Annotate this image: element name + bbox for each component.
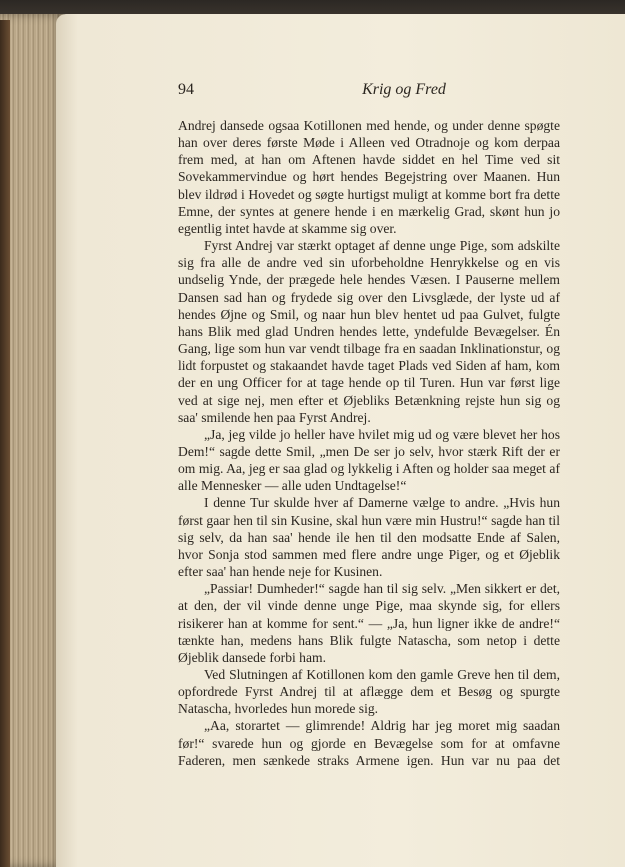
paragraph-1: Andrej dansede ogsaa Kotillonen med hende, og under denne spøgte han over deres første Møde i Alleen ved Otradnoje og kom derpaa frem med, at han om Aftenen havde siddet en hel Time ved sit Sovekammervindue og hørt hendes Begejstring over Maanen. Hun blev ildrød i Hovedet og søgte hurtigst muligt at komme bort fra dette Emne, der syntes at genere hende i en mærkelig Grad, skønt hun jo egentlig intet havde at skamme sig over.	[178, 118, 560, 236]
paragraph-4: I denne Tur skulde hver af Damerne vælge to andre. „Hvis hun først gaar hen til sin Kusine, skal hun være min Hustru!“ sagde han til sig selv, da han saa' hende ile hen til den modsatte Ende af Salen, hvor Sonja stod sammen med flere andre unge Piger, og et Øjeblik efter saa' han hende neje for Kusinen.	[178, 495, 560, 580]
page-header	[178, 81, 560, 105]
body-text	[178, 117, 560, 769]
paragraph-7: „Aa, storartet — glimrende! Aldrig har jeg moret mig saadan før!“ svarede hun og gjorde en Bevægelse som for at omfavne Faderen, men sænkede straks Armene igen. Hun var nu paa det	[178, 718, 560, 768]
book-cover-edge	[0, 20, 10, 867]
running-title: Krig og Fred	[362, 81, 446, 98]
page-number: 94	[178, 81, 194, 98]
paragraph-5: „Passiar! Dumheder!“ sagde han til sig selv. „Men sikkert er det, at den, der vil vinde denne unge Pige, maa skynde sig, for ellers risikerer han at komme for sent.“ — „Ja, hun ligner ikke de andre!“ tænkte han, medens hans Blik fulgte Natascha, som netop i dette Øjeblik dansede forbi ham.	[178, 581, 560, 665]
paragraph-6: Ved Slutningen af Kotillonen kom den gamle Greve hen til dem, opfordrede Fyrst Andrej til at aflægge dem et Besøg og spurgte Natascha, hvorledes hun morede sig.	[178, 667, 560, 717]
paragraph-3: „Ja, jeg vilde jo heller have hvilet mig ud og være blevet her hos Dem!“ sagde dette Smil, „men De ser jo selv, hvor stærk Rift der er om mig. Aa, jeg er saa glad og lykkelig i Aften og holder saa meget af alle Mennesker — alle uden Undtagelse!“	[178, 426, 560, 494]
paragraph-2: Fyrst Andrej var stærkt optaget af denne unge Pige, som adskilte sig fra alle de andre ved sin uforbeholdne Henrykkelse og en vis undselig Ynde, der prægede hele hendes Væsen. I Pauserne mellem Dansen sad han og frydede sig over den Livsglæde, der lyste ud af hendes Øjne og Smil, og naar hun blev hentet ud paa Gulvet, fulgte hans Blik med glad Undren hendes lette, yndefulde Bevægelser. Én Gang, lige som hun var vendt tilbage fra en saadan Inklinationstur, og lidt forpustet og stakaandet havde taget Plads ved Siden af ham, kom der en ung Officer for at tage hende op til Turen. Hun var først lige ved at sige nej, men efter et Øjebliks Betænkning rejste hun sig og saa' smilende hen paa Fyrst Andrej.	[178, 238, 560, 425]
